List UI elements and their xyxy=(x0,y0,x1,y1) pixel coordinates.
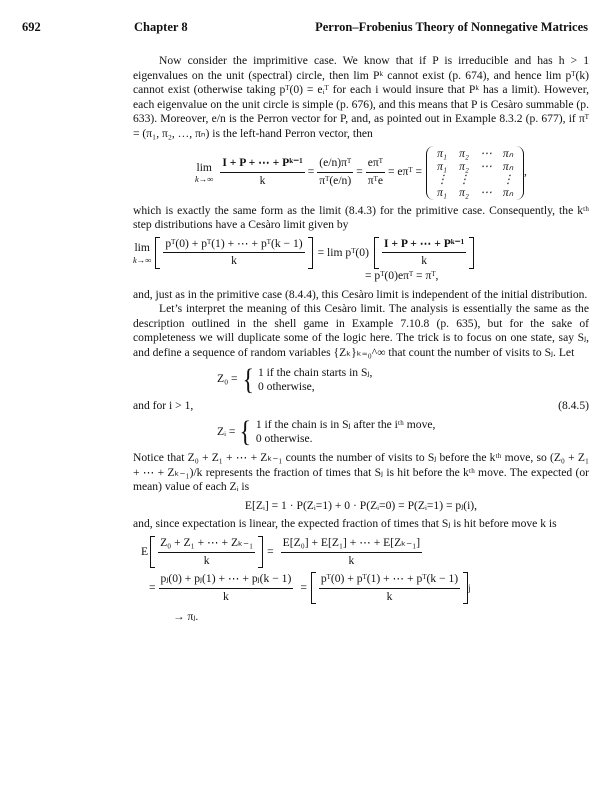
matrix-cell: ⋯ xyxy=(480,185,492,199)
matrix-cell: ⋯ xyxy=(480,159,492,173)
equation-number: (8.4.5) xyxy=(558,398,589,412)
perron-matrix xyxy=(426,146,524,200)
running-title: Perron–Frobenius Theory of Nonnegative Matrices xyxy=(315,20,588,34)
equation-kth-step-limit: lim k→∞ $\frac{\text{pᵀ(0) + pᵀ(1) + ⋯ + pᵀ(k − 1)}}{k}$ = lim pᵀ(0) $\frac{\text{I + P + ⋯ + Pᵏ⁻¹}}{k}$ = pᵀ(0)eπᵀ = πᵀ, xyxy=(133,237,589,284)
fraction-cesaro-sum: $\frac{\text{I + P + ⋯ + Pᵏ⁻¹}}{k}$ xyxy=(222,156,303,188)
equation-z0: Z₀ = { 1 if the chain starts in Sⱼ, 0 otherwise, xyxy=(217,362,373,396)
matrix-cell: ⋯ xyxy=(480,146,492,160)
matrix-cell: π₁ xyxy=(437,146,447,160)
matrix-cell: πₙ xyxy=(502,146,514,160)
equals-epi: = eπᵀ = xyxy=(387,165,423,179)
matrix-cell: π₁ xyxy=(437,159,447,173)
equation-zi: Zᵢ = { 1 if the chain is in Sⱼ after the iᵗʰ move, 0 otherwise. xyxy=(217,415,436,449)
equation-expectation: E[Zᵢ] = 1 · P(Zᵢ=1) + 0 · P(Zᵢ=0) = P(Zᵢ=1) = pⱼ(i), xyxy=(244,498,478,512)
matrix-cell: ⋮ xyxy=(458,172,470,186)
matrix-cell: π₂ xyxy=(459,159,469,173)
paragraph-independent: and, just as in the primitive case (8.4.4), this Cesàro limit is independent of the initial distribution. xyxy=(133,287,588,301)
matrix-cell xyxy=(475,173,497,186)
matrix-cell: ⋮ xyxy=(502,172,514,186)
limit-operator: lim k→∞ xyxy=(195,160,214,185)
chapter-label: Chapter 8 xyxy=(134,20,188,34)
paragraph-interpret: Let’s interpret the meaning of this Cesàro limit. The analysis is essentially the same as the description outlined in the shell game in Example 7.10.8 (p. 635), but for the sake of completeness we will duplicate some of the logic here. The trick is to focus on one state, say Sⱼ, and define a sequence of random variables {Zₖ}ₖ₌₀^∞ that count the number of visits to Sⱼ. Let xyxy=(133,302,589,359)
matrix-cell: π₁ xyxy=(437,185,447,199)
bracket-left-sum: $\frac{\text{pᵀ(0) + pᵀ(1) + ⋯ + pᵀ(k − 1)}}{k}$ xyxy=(155,237,312,269)
page-number: 692 xyxy=(22,20,41,34)
matrix-cell: πₙ xyxy=(502,159,514,173)
paragraph-imprimitive: Now consider the imprimitive case. We know that if P is irreducible and has h > 1 eigenvalues on the unit (spectral) circle, then lim Pᵏ cannot exist (p. 674), and hence lim pᵀ(k) cannot exist (otherwise taking pᵀ(0) = eᵢᵀ for each i would insure that Pᵏ has a limit). However, each eigenvalue on the unit circle is simple (p. 676), and this means that P is Cesàro summable (p. 633). Moreover, e/n is the Perron vector for P, and, as pointed out in Example 8.3.2 (p. 677), if πᵀ = (π₁, π₂, …, πₙ) is the left-hand Perron vector, then xyxy=(133,54,589,140)
paragraph-for-i: and for i > 1, (8.4.5) xyxy=(133,398,589,412)
page-header xyxy=(22,20,588,36)
equation-cesaro-limit: lim k→∞ $\frac{\text{I + P + ⋯ + Pᵏ⁻¹}}{k}$ = $\frac{\text{(e/n)πᵀ}}{\text{πᵀ(e/n)}}$ = $\frac{\text{eπᵀ}}{\text{πᵀe}}$ = eπᵀ = π₁ π₂ ⋯ πₙ π₁ π₂ ⋯ πₙ ⋮ ⋮ ⋮ π₁ π₂ ⋯ πₙ , xyxy=(195,146,527,199)
paragraph-linear: and, since expectation is linear, the expected fraction of times that Sⱼ is hit before move k is xyxy=(133,517,557,531)
fraction-epi: $\frac{\text{eπᵀ}}{\text{πᵀe}}$ xyxy=(367,156,383,188)
page-body xyxy=(133,54,589,629)
matrix-cell: ⋮ xyxy=(436,172,448,186)
matrix-cell: πₙ xyxy=(502,185,514,199)
matrix-cell: π₂ xyxy=(459,185,469,199)
equation-expected-fraction: E $\frac{\text{Z₀ + Z₁ + ⋯ + Zₖ₋₁}}{k}$ = $\frac{\text{E[Z₀] + E[Z₁] + ⋯ + E[Zₖ₋₁]}}{k}$ = $\frac{\text{pⱼ(0) + pⱼ(1) + ⋯ + pⱼ(k − 1)}}{k}$ = $\frac{\text{pᵀ(0) + pᵀ(1) + ⋯ + pᵀ(k − 1)}}{k}$ j → πⱼ. xyxy=(133,536,589,625)
fraction-en: $\frac{\text{(e/n)πᵀ}}{\text{πᵀ(e/n)}}$ xyxy=(319,156,352,188)
paragraph-same-form: which is exactly the same form as the limit (8.4.3) for the primitive case. Consequently, the kᵗʰ step distributions have a Cesàro limit given by xyxy=(133,203,589,232)
matrix-cell: π₂ xyxy=(459,146,469,160)
equation-second-line: = pᵀ(0)eπᵀ = πᵀ, xyxy=(365,268,439,282)
paragraph-notice: Notice that Z₀ + Z₁ + ⋯ + Zₖ₋₁ counts the number of visits to Sⱼ before the kᵗʰ move, so (Z₀ + Z₁ + ⋯ + Zₖ₋₁)/k represents the fraction of times that Sⱼ is hit before the kᵗʰ move. The expected (or mean) value of each Zᵢ is xyxy=(133,451,589,494)
bracket-right-sum: $\frac{\text{I + P + ⋯ + Pᵏ⁻¹}}{k}$ xyxy=(374,237,474,269)
equation-final-limit: → πⱼ. xyxy=(173,610,199,624)
